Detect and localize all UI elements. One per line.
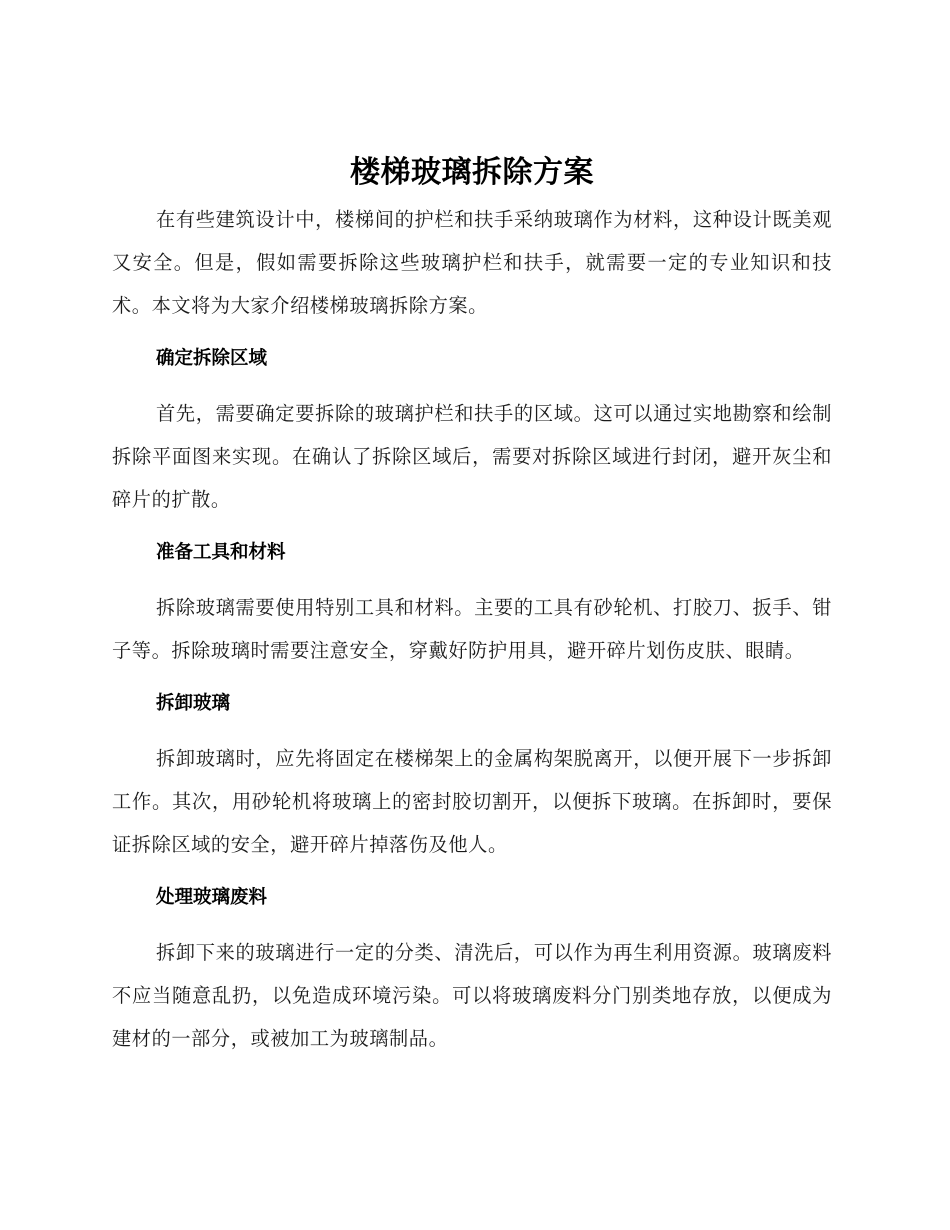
spacer <box>112 919 832 931</box>
spacer <box>112 672 832 682</box>
spacer <box>112 380 832 392</box>
section-body-remove-glass: 拆卸玻璃时，应先将固定在楼梯架上的金属构架脱离开，以便开展下一步拆卸工作。其次，用砂轮机将玻璃上的密封胶切割开，以便拆下玻璃。在拆卸时，要保证拆除区域的安全，避开碎片掉落伤及他人。 <box>112 747 832 856</box>
document-title: 楼梯玻璃拆除方案 <box>350 155 594 190</box>
section-body-prepare-tools: 拆除玻璃需要使用特别工具和材料。主要的工具有砂轮机、打胶刀、扳手、钳子等。拆除玻璃时需要注意安全，穿戴好防护用具，避开碎片划伤皮肤、眼睛。 <box>112 596 832 662</box>
section-heading-waste-handling: 处理玻璃废料 <box>156 887 268 908</box>
intro-paragraph: 在有些建筑设计中，楼梯间的护栏和扶手采纳玻璃作为材料，这种设计既美观又安全。但是，假如需要拆除这些玻璃护栏和扶手，就需要一定的专业知识和技术。本文将为大家介绍楼梯玻璃拆除方案。 <box>112 208 832 317</box>
spacer <box>112 725 832 737</box>
section-heading-remove-glass: 拆卸玻璃 <box>156 693 231 714</box>
spacer <box>112 574 832 586</box>
section-heading-prepare-tools: 准备工具和材料 <box>156 542 286 563</box>
document-page <box>112 148 832 1060</box>
spacer <box>112 521 832 531</box>
section-heading-determine-area: 确定拆除区域 <box>156 348 268 369</box>
spacer <box>112 866 832 876</box>
section-body-determine-area: 首先，需要确定要拆除的玻璃护栏和扶手的区域。这可以通过实地勘察和绘制拆除平面图来实现。在确认了拆除区域后，需要对拆除区域进行封闭，避开灰尘和碎片的扩散。 <box>112 402 832 511</box>
section-body-waste-handling: 拆卸下来的玻璃进行一定的分类、清洗后，可以作为再生利用资源。玻璃废料不应当随意乱扔，以免造成环境污染。可以将玻璃废料分门别类地存放，以便成为建材的一部分，或被加工为玻璃制品。 <box>112 941 832 1050</box>
spacer <box>112 327 832 337</box>
